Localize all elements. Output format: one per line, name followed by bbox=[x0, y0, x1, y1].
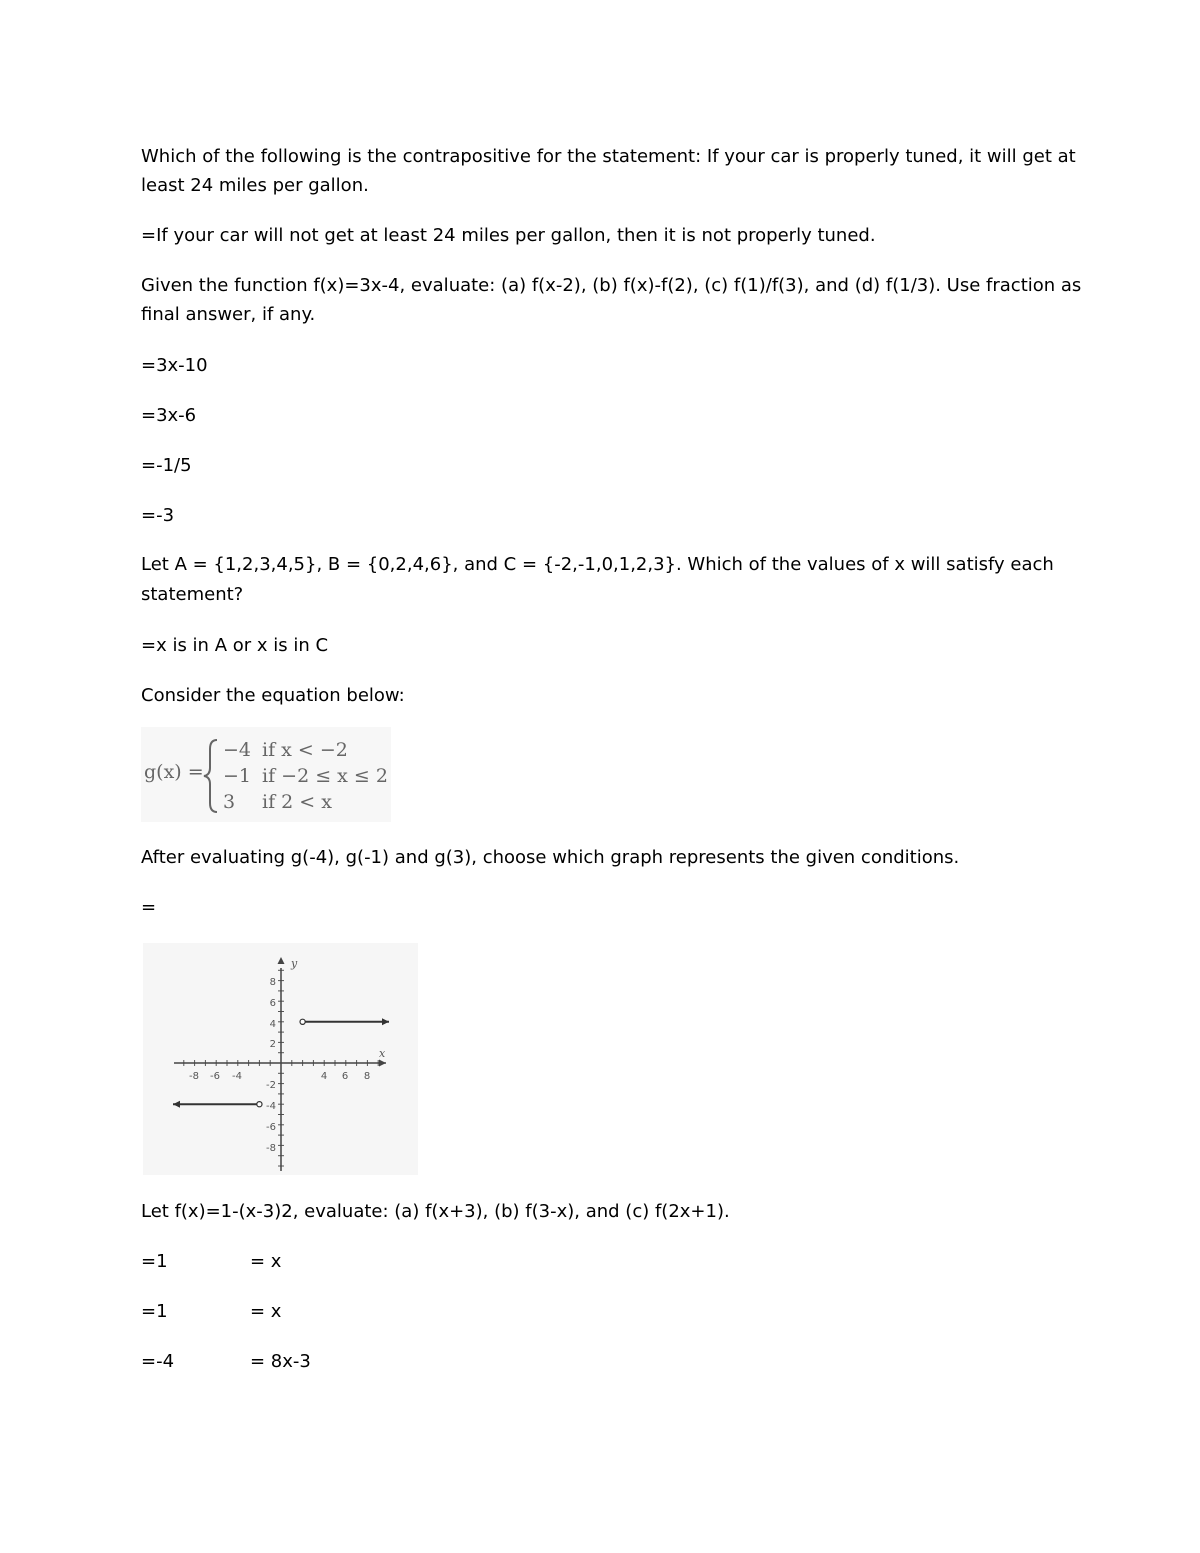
q5-question: Let f(x)=1-(x-3)2, evaluate: (a) f(x+3), (b) f(3-x), and (c) f(2x+1). bbox=[141, 1201, 730, 1222]
q4-answer: = bbox=[141, 897, 157, 918]
y-tick-label: 4 bbox=[269, 1019, 276, 1030]
y-tick-label: -6 bbox=[266, 1122, 276, 1133]
q2-question-line-2: final answer, if any. bbox=[141, 304, 316, 325]
q5-row-2-right: = x bbox=[250, 1301, 282, 1322]
q1-question-line-1: Which of the following is the contrapositive for the statement: If your car is properly tuned, it will get at bbox=[141, 146, 1076, 167]
y-tick-label: -8 bbox=[266, 1143, 276, 1154]
q3-question-line-1: Let A = {1,2,3,4,5}, B = {0,2,4,6}, and C = {-2,-1,0,1,2,3}. Which of the values of x will satisfy each bbox=[141, 554, 1054, 575]
q4-question: After evaluating g(-4), g(-1) and g(3), choose which graph represents the given conditions. bbox=[141, 847, 960, 868]
case-1-value: −4 bbox=[223, 739, 252, 761]
y-axis-label: y bbox=[291, 957, 298, 970]
q2-answer-b: =3x-6 bbox=[141, 405, 197, 426]
q5-row-1-right: = x bbox=[250, 1251, 282, 1272]
q1-question-line-2: least 24 miles per gallon. bbox=[141, 175, 369, 196]
case-2-value: −1 bbox=[223, 765, 252, 787]
q2-question-line-1: Given the function f(x)=3x-4, evaluate: (a) f(x-2), (b) f(x)-f(2), (c) f(1)/f(3), and (d) f(1/3). Use fraction as bbox=[141, 275, 1082, 296]
q5-row-1-left: =1 bbox=[141, 1251, 168, 1272]
equation-lhs: g(x) = bbox=[144, 761, 204, 783]
y-tick-label: 2 bbox=[269, 1039, 276, 1050]
piecewise-equation-image bbox=[141, 727, 391, 822]
y-tick-label: 8 bbox=[269, 977, 276, 988]
segment-endpoint bbox=[257, 1102, 262, 1107]
x-tick-label: -6 bbox=[210, 1071, 220, 1082]
piecewise-graph bbox=[143, 943, 418, 1175]
q2-answer-d: =-3 bbox=[141, 505, 175, 526]
graph-svg bbox=[143, 943, 418, 1175]
x-tick-label: -8 bbox=[189, 1071, 199, 1082]
y-tick-label: -4 bbox=[266, 1101, 276, 1112]
q3-answer: =x is in A or x is in C bbox=[141, 635, 329, 656]
x-tick-label: 6 bbox=[341, 1071, 349, 1082]
x-tick-label: -4 bbox=[232, 1071, 242, 1082]
q5-row-3-left: =-4 bbox=[141, 1351, 175, 1372]
y-tick-label: 6 bbox=[269, 998, 276, 1009]
segment-endpoint bbox=[300, 1019, 305, 1024]
q2-answer-c: =-1/5 bbox=[141, 455, 192, 476]
case-3-condition: if 2 < x bbox=[262, 791, 332, 813]
x-tick-label: 4 bbox=[320, 1071, 328, 1082]
q3-question-line-2: statement? bbox=[141, 584, 244, 605]
x-tick-label: 8 bbox=[363, 1071, 371, 1082]
case-3-value: 3 bbox=[223, 791, 236, 813]
q1-answer: =If your car will not get at least 24 miles per gallon, then it is not properly tuned. bbox=[141, 225, 876, 246]
case-2-condition: if −2 ≤ x ≤ 2 bbox=[262, 765, 388, 787]
left-brace bbox=[201, 737, 223, 815]
q2-answer-a: =3x-10 bbox=[141, 355, 208, 376]
x-axis-label: x bbox=[379, 1047, 386, 1060]
q5-row-3-right: = 8x-3 bbox=[250, 1351, 311, 1372]
y-tick-label: -2 bbox=[266, 1080, 276, 1091]
q5-row-2-left: =1 bbox=[141, 1301, 168, 1322]
case-1-condition: if x < −2 bbox=[262, 739, 348, 761]
q4-intro: Consider the equation below: bbox=[141, 685, 405, 706]
